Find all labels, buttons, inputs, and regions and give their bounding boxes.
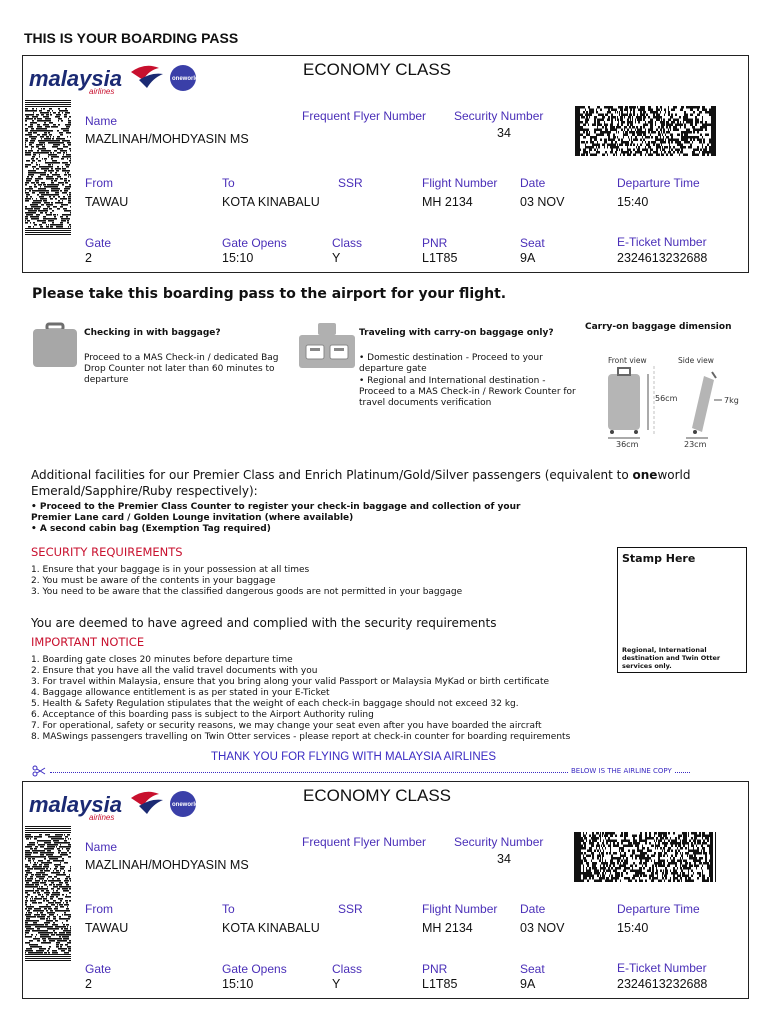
class-value: Y bbox=[332, 251, 341, 265]
carry-on-domestic: • Domestic destination - Proceed to your departure gate bbox=[359, 353, 543, 374]
take-pass-instruction: Please take this boarding pass to the airport for your flight. bbox=[32, 286, 507, 302]
dimension-depth: 23cm bbox=[684, 440, 707, 449]
pnr-label: PNR bbox=[422, 962, 448, 976]
departure-time-label: Departure Time bbox=[617, 902, 700, 916]
departure-time: 15:40 bbox=[617, 921, 649, 935]
eticket-label: E-Ticket Number bbox=[617, 235, 707, 249]
to-label: To bbox=[222, 176, 235, 190]
premier-item-1a: • Proceed to the Premier Class Counter to register your check-in baggage and collection of your bbox=[31, 502, 521, 512]
ffn-label: Frequent Flyer Number bbox=[302, 835, 427, 849]
passenger-name: MAZLINAH/MOHDYASIN MS bbox=[85, 858, 249, 872]
thank-you-message: THANK YOU FOR FLYING WITH MALAYSIA AIRLINES bbox=[211, 751, 497, 763]
dimension-width: 36cm bbox=[616, 440, 639, 449]
from-value: TAWAU bbox=[85, 921, 129, 935]
flight-number: MH 2134 bbox=[422, 195, 473, 209]
class-label: Class bbox=[332, 962, 363, 976]
vertical-barcode bbox=[25, 826, 71, 962]
notice-item-8: 8. MASwings passengers travelling on Twin Otter services - please report at check-in counter for boarding requirements bbox=[31, 732, 571, 742]
from-label: From bbox=[85, 176, 113, 190]
malaysia-airlines-logo bbox=[27, 786, 199, 824]
premier-item-2: • A second cabin bag (Exemption Tag required) bbox=[31, 524, 271, 534]
barcode bbox=[574, 832, 717, 882]
notice-item-1: 1. Boarding gate closes 20 minutes before departure time bbox=[31, 655, 293, 665]
premier-intro-2: Emerald/Sapphire/Ruby respectively): bbox=[31, 484, 258, 498]
date-label: Date bbox=[520, 902, 546, 916]
gate-label: Gate bbox=[85, 236, 112, 250]
departure-time: 15:40 bbox=[617, 195, 649, 209]
checkin-text: Proceed to a MAS Check-in / dedicated Bag Drop Counter not later than 60 minutes to departure bbox=[84, 353, 279, 385]
gate-value: 2 bbox=[85, 251, 92, 265]
departure-time-label: Departure Time bbox=[617, 176, 700, 190]
checkin-title: Checking in with baggage? bbox=[84, 328, 221, 338]
airline-copy-label: BELOW IS THE AIRLINE COPY bbox=[571, 767, 672, 775]
security-number-label: Security Number bbox=[454, 835, 544, 849]
boarding-pass-airline-copy bbox=[22, 781, 749, 999]
premier-intro: Additional facilities for our Premier Class and Enrich Platinum/Gold/Silver passengers (equivalent to oneworld bbox=[31, 468, 691, 482]
notice-item-7: 7. For operational, safety or security reasons, we may change your seat even after you have boarded the aircraft bbox=[31, 721, 542, 731]
stamp-box bbox=[617, 547, 747, 673]
notice-item-2: 2. Ensure that you have all the valid travel documents with you bbox=[31, 666, 318, 676]
premier-item-1b: Premier Lane card / Golden Lounge invitation (where available) bbox=[31, 513, 354, 523]
gate-value: 2 bbox=[85, 977, 92, 991]
barcode bbox=[574, 106, 717, 156]
notice-item-3: 3. For travel within Malaysia, ensure that you bring along your valid Passport or Malaysia MyKad or birth certificate bbox=[31, 677, 550, 687]
from-label: From bbox=[85, 902, 113, 916]
gate-opens-label: Gate Opens bbox=[222, 236, 287, 250]
notice-item-6: 6. Acceptance of this boarding pass is subject to the Airport Authority ruling bbox=[31, 710, 374, 720]
eticket-label: E-Ticket Number bbox=[617, 961, 707, 975]
gate-opens-value: 15:10 bbox=[222, 977, 254, 991]
vertical-barcode bbox=[25, 100, 71, 236]
eticket-value: 2324613232688 bbox=[617, 251, 708, 265]
passenger-name: MAZLINAH/MOHDYASIN MS bbox=[85, 132, 249, 146]
notice-title: IMPORTANT NOTICE bbox=[31, 635, 145, 649]
security-number: 34 bbox=[497, 852, 511, 866]
eticket-value: 2324613232688 bbox=[617, 977, 708, 991]
page-title: THIS IS YOUR BOARDING PASS bbox=[24, 30, 239, 46]
carry-on-title: Traveling with carry-on baggage only? bbox=[359, 328, 554, 338]
to-value: KOTA KINABALU bbox=[222, 195, 320, 209]
class-label: Class bbox=[332, 236, 363, 250]
to-label: To bbox=[222, 902, 235, 916]
carry-on-international: • Regional and International destination - Proceed to a MAS Check-in / Rework Counter for travel documents verification bbox=[359, 376, 576, 408]
cabin-class: ECONOMY CLASS bbox=[303, 60, 452, 79]
gate-opens-value: 15:10 bbox=[222, 251, 254, 265]
seat-value: 9A bbox=[520, 251, 536, 265]
pnr-label: PNR bbox=[422, 236, 448, 250]
pnr-value: L1T85 bbox=[422, 977, 458, 991]
carry-on-baggage-icon bbox=[298, 321, 356, 369]
seat-label: Seat bbox=[520, 236, 545, 250]
dimension-title: Carry-on baggage dimension bbox=[585, 322, 732, 332]
ssr-label: SSR bbox=[338, 902, 363, 916]
side-view-label: Side view bbox=[678, 356, 714, 365]
gate-opens-label: Gate Opens bbox=[222, 962, 287, 976]
security-number-label: Security Number bbox=[454, 109, 544, 123]
name-label: Name bbox=[85, 114, 118, 128]
checked-baggage-icon bbox=[31, 322, 79, 370]
date-value: 03 NOV bbox=[520, 921, 565, 935]
security-item-3: 3. You need to be aware that the classified dangerous goods are not permitted in your baggage bbox=[31, 587, 463, 597]
to-value: KOTA KINABALU bbox=[222, 921, 320, 935]
security-agreed: You are deemed to have agreed and complied with the security requirements bbox=[31, 616, 497, 630]
front-view-label: Front view bbox=[608, 356, 647, 365]
dimension-height: 56cm bbox=[655, 394, 678, 403]
notice-item-5: 5. Health & Safety Regulation stipulates that the weight of each check-in baggage should not exceed 32 kg. bbox=[31, 699, 519, 709]
date-label: Date bbox=[520, 176, 546, 190]
dimension-weight: 7kg bbox=[724, 396, 739, 405]
stamp-note: Regional, International destination and Twin Otter services only. bbox=[622, 646, 721, 670]
seat-value: 9A bbox=[520, 977, 536, 991]
seat-label: Seat bbox=[520, 962, 545, 976]
security-title: SECURITY REQUIREMENTS bbox=[31, 545, 183, 559]
stamp-title: Stamp Here bbox=[622, 552, 696, 565]
ffn-label: Frequent Flyer Number bbox=[302, 109, 427, 123]
class-value: Y bbox=[332, 977, 341, 991]
pnr-value: L1T85 bbox=[422, 251, 458, 265]
security-item-1: 1. Ensure that your baggage is in your possession at all times bbox=[31, 565, 310, 575]
cabin-class: ECONOMY CLASS bbox=[303, 786, 452, 805]
name-label: Name bbox=[85, 840, 118, 854]
boarding-pass-passenger-copy bbox=[22, 55, 749, 273]
carry-on-dimension-diagram bbox=[600, 366, 750, 450]
security-item-2: 2. You must be aware of the contents in your baggage bbox=[31, 576, 276, 586]
date-value: 03 NOV bbox=[520, 195, 565, 209]
security-number: 34 bbox=[497, 126, 511, 140]
from-value: TAWAU bbox=[85, 195, 129, 209]
flight-number-label: Flight Number bbox=[422, 902, 498, 916]
gate-label: Gate bbox=[85, 962, 112, 976]
flight-number: MH 2134 bbox=[422, 921, 473, 935]
ssr-label: SSR bbox=[338, 176, 363, 190]
scissors-icon bbox=[32, 765, 46, 777]
malaysia-airlines-logo bbox=[27, 60, 199, 98]
notice-item-4: 4. Baggage allowance entitlement is as per stated in your E-Ticket bbox=[31, 688, 330, 698]
flight-number-label: Flight Number bbox=[422, 176, 498, 190]
